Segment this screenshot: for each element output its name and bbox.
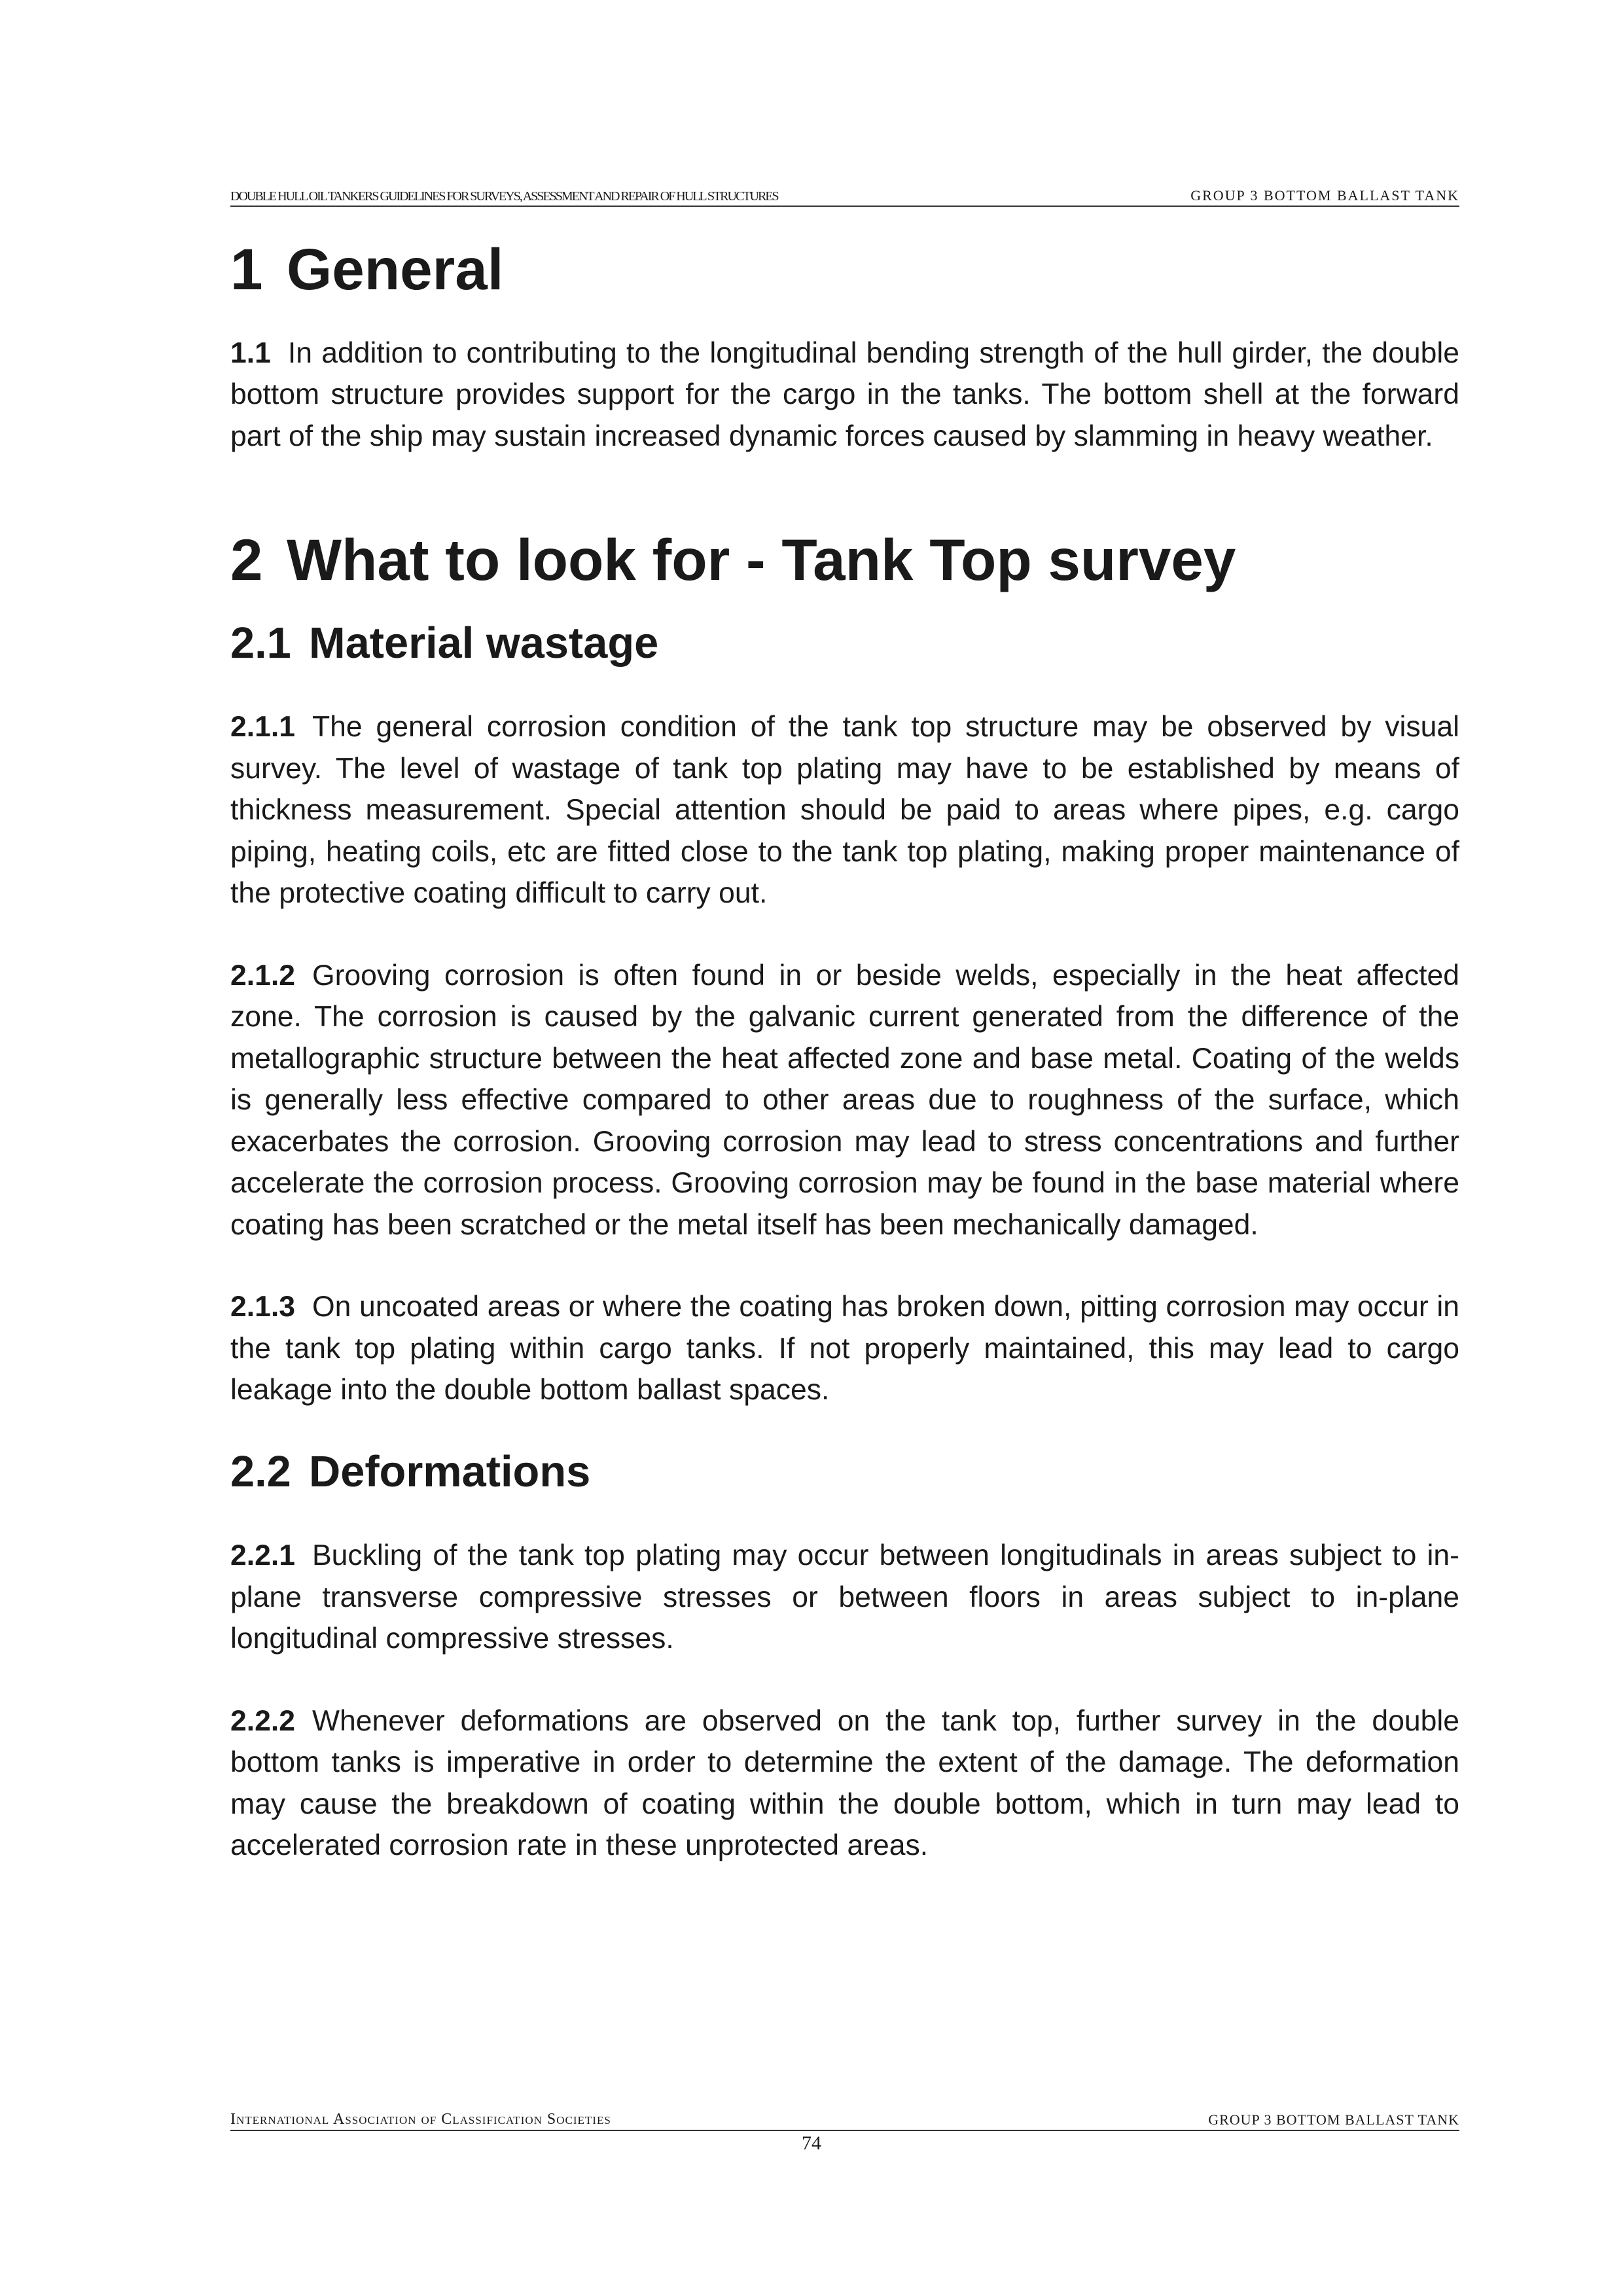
section-number: 1 [230, 236, 263, 302]
subsection-heading-2-1 [230, 619, 1459, 668]
section-heading-2 [230, 527, 1459, 592]
section-title: General [287, 236, 504, 302]
subsection-heading-2-2 [230, 1447, 1459, 1496]
paragraph-text: The general corrosion condition of the tank top structure may be observed by visual survey. The level of wastage of tank top plating may have to be established by means of thickness measurement. Special attention should be paid to areas where pipes, e.g. cargo piping, heating coils, etc are fitted close to the tank top plating, making proper maintenance of the protective coating difficult to carry out. [230, 711, 1459, 909]
paragraph-text: Grooving corrosion is often found in or beside welds, especially in the heat affected zone. The corrosion is caused by the galvanic current generated from the difference of the metallographic structure between the heat affected zone and base metal. Coating of the welds is generally less effective compared to other areas due to roughness of the surface, which exacerbates the corrosion. Grooving corrosion may lead to stress concentrations and further accelerate the corrosion process. Grooving corrosion may be found in the base material where coating has been scratched or the metal itself has been mechanically damaged. [230, 959, 1459, 1241]
header-document-title: DOUBLE HULL OIL TANKERS GUIDELINES FOR SURVEYS, ASSESSMENT AND REPAIR OF HULL STRUCTURES [230, 189, 778, 204]
paragraph-1-1 [230, 332, 1459, 457]
paragraph-text: On uncoated areas or where the coating has broken down, pitting corrosion may occur in the tank top plating within cargo tanks. If not properly maintained, this may lead to cargo leakage into the double bottom ballast spaces. [230, 1291, 1459, 1406]
paragraph-2-1-1 [230, 706, 1459, 914]
paragraph-number: 2.1.3 [230, 1291, 295, 1323]
footer-organization: International Association of Classification Societies [230, 2111, 611, 2128]
paragraph-text: Buckling of the tank top plating may occur between longitudinals in areas subject to in-plane transverse compressive stresses or between floors in areas subject to in-plane longitudinal compressive stresses. [230, 1539, 1459, 1655]
section-title: What to look for - Tank Top survey [287, 527, 1236, 592]
subsection-title: Deformations [309, 1447, 591, 1496]
paragraph-2-2-1 [230, 1535, 1459, 1660]
paragraph-text: Whenever deformations are observed on the tank top, further survey in the double bottom tanks is imperative in order to determine the extent of the damage. The deformation may cause the breakdown of coating within the double bottom, which in turn may lead to accelerated corrosion rate in these unprotected areas. [230, 1704, 1459, 1861]
page-number: 74 [802, 2132, 821, 2154]
paragraph-number: 2.2.1 [230, 1539, 295, 1571]
paragraph-number: 2.1.2 [230, 959, 295, 992]
subsection-title: Material wastage [309, 619, 659, 668]
paragraph-number: 2.1.1 [230, 711, 295, 743]
subsection-number: 2.2 [230, 1447, 291, 1496]
paragraph-number: 1.1 [230, 336, 271, 369]
subsection-number: 2.1 [230, 619, 291, 668]
section-number: 2 [230, 527, 263, 592]
paragraph-2-1-3 [230, 1286, 1459, 1411]
paragraph-text: In addition to contributing to the longitudinal bending strength of the hull girder, the double bottom structure provides support for the cargo in the tanks. The bottom shell at the forward part of the ship may sustain increased dynamic forces caused by slamming in heavy weather. [230, 336, 1459, 452]
paragraph-2-2-2 [230, 1700, 1459, 1867]
paragraph-2-1-2 [230, 955, 1459, 1246]
footer-section-title: GROUP 3 BOTTOM BALLAST TANK [1208, 2111, 1459, 2128]
section-heading-1 [230, 236, 1459, 302]
document-body [230, 236, 1459, 1867]
header-section-title: GROUP 3 BOTTOM BALLAST TANK [1190, 187, 1459, 204]
running-header [230, 186, 1459, 207]
paragraph-number: 2.2.2 [230, 1704, 295, 1737]
running-footer [230, 2110, 1459, 2131]
